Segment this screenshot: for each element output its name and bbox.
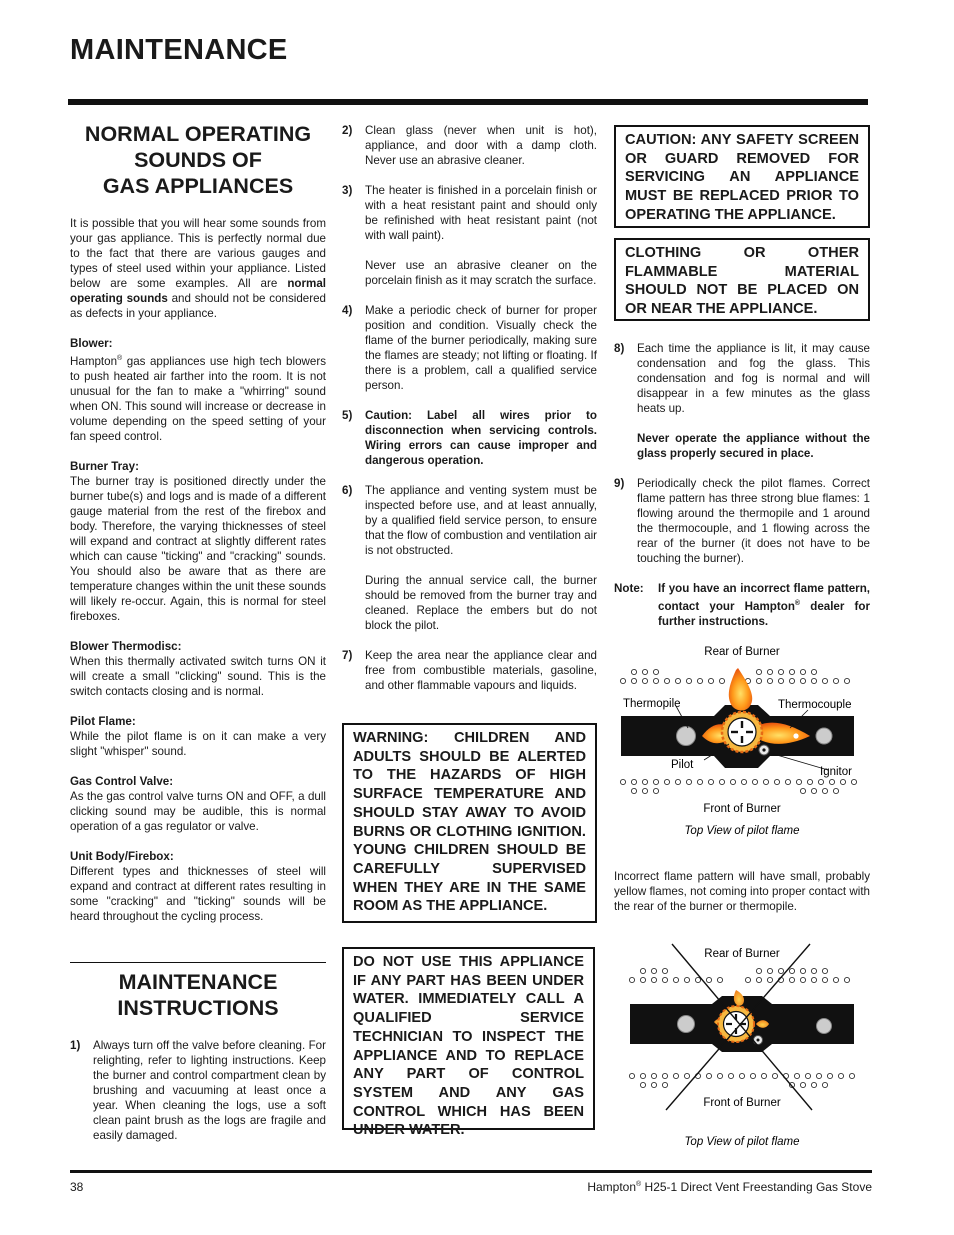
warning-children-box — [342, 723, 597, 923]
sounds-body — [70, 216, 326, 939]
incorrect-flame-diagram — [614, 940, 872, 1150]
instruction-item-3 — [342, 183, 597, 303]
item-text: Clean glass (never when unit is hot), appliance, and door with a damp cloth. Never use an abrasive cleaner. — [365, 124, 597, 167]
label-rear: Rear of Burner — [704, 948, 780, 960]
item-text: Make a periodic check of burner for proper position and condition. Visually check the flame of the burner periodically, making sure the flames are steady; not lifting or floating. If there is a problem, call a qualified service person. — [365, 304, 597, 392]
label-front: Front of Burner — [703, 803, 781, 815]
sound-text — [70, 351, 326, 444]
sound-item-pilot-flame — [70, 714, 326, 759]
label-pilot: Pilot — [671, 759, 694, 771]
warning-text: DO NOT USE THIS APPLIANCE IF ANY PART HAS BEEN UNDER WATER. IMMEDIATELY CALL A QUALIFIED SERVICE TECHNICIAN TO INSPECT THE APPLIANCE AND TO REPLACE ANY PART OF CONTROL SYSTEM AND ANY GAS CONTROL WHICH HAS BEEN UNDER WATER. — [353, 954, 584, 1139]
note-text: dealer for further instructions. — [658, 599, 871, 628]
sound-label: Burner Tray: — [70, 459, 139, 473]
heading-line: INSTRUCTIONS — [117, 996, 279, 1020]
item-number: 6) — [342, 484, 353, 497]
sound-label: Blower: — [70, 337, 113, 350]
section-heading-sounds — [70, 121, 326, 199]
sound-text: Different types and thicknesses of steel will expand and contract at different rates resulting in some "cracking" and "ticking" sounds will be heard throughout the cycling process. — [70, 864, 326, 923]
caution-screen-box — [614, 125, 870, 228]
caution-text: CLOTHING OR OTHER FLAMMABLE MATERIAL SHOULD NOT BE PLACED ON OR NEAR THE APPLIANCE. — [625, 245, 859, 318]
instruction-item-7 — [342, 648, 597, 708]
item-number: 5) — [342, 409, 353, 422]
section-heading-maintenance — [70, 969, 326, 1021]
label-rear: Rear of Burner — [704, 646, 780, 658]
sound-item-burner-tray — [70, 459, 326, 624]
blower-text: gas appliances use high tech blowers to push heated air farther into the room. It is not unusual for the fan to make a "whirring" sound when ON. This sound will increase or decrease in volume depending on the speed setting of your fan speed control. — [70, 354, 326, 443]
intro-emphasis: normal operating sounds — [70, 277, 326, 305]
intro-text: and should not be considered as defects in your appliance. — [70, 292, 326, 320]
note-label: Note: — [614, 582, 644, 595]
warning-water-box — [342, 947, 595, 1139]
item-number: 7) — [342, 649, 353, 662]
instruction-item-2 — [342, 123, 597, 183]
footer-product-title — [587, 1180, 872, 1194]
instruction-item-9 — [614, 476, 870, 581]
instruction-item-8 — [614, 341, 870, 476]
item-text: Keep the area near the appliance clear and free from combustible materials, gasoline, and other flammable vapours and liquids. — [365, 649, 597, 692]
warning-text: WARNING: CHILDREN AND ADULTS SHOULD BE ALERTED TO THE HAZARDS OF HIGH SURFACE TEMPERATURE AND SHOULD STAY AWAY TO AVOID BURNS OR CLOTHING IGNITION. YOUNG CHILDREN SHOULD BE CAREFULLY SUPERVISED WHEN THEY ARE IN THE SAME ROOM AS THE APPLIANCE. — [353, 730, 586, 915]
sound-label: Blower Thermodisc: — [70, 639, 182, 653]
item-text: The appliance and venting system must be inspected before use, and at least annually, by a qualified field service person, to ensure that the flow of combustion and ventilation air is not obstructed. — [365, 484, 598, 557]
page-title: MAINTENANCE — [70, 34, 288, 66]
sound-item-thermodisc — [70, 639, 326, 699]
sound-item-gas-valve — [70, 774, 326, 834]
heading-line: MAINTENANCE — [118, 970, 278, 994]
sound-item-firebox — [70, 849, 326, 924]
sound-text: When this thermally activated switch turns ON it will create a small "clicking" sound. This is the switch contacts closing and is normal. — [70, 654, 326, 698]
label-thermopile: Thermopile — [623, 698, 681, 710]
item-text: Periodically check the pilot flames. Correct flame pattern has three strong blue flames: 1 flowing around the thermopile and 1 around the thermocouple, and 1 flowing across the rear of the burner (it does not have to be touching the burner). — [637, 477, 870, 565]
sound-item-blower — [70, 336, 326, 444]
heading-line: SOUNDS OF — [134, 148, 262, 172]
item-text: Always turn off the valve before cleaning. For relighting, refer to lighting instructions. Keep the burner and control compartment clean by brushing and vacuuming at least once a year. When cleaning the logs, use a soft clean paint brush as the logs are fragile and easily damaged. — [93, 1039, 326, 1142]
item-number: 3) — [342, 184, 353, 197]
label-ignitor: Ignitor — [820, 766, 852, 778]
item-number: 4) — [342, 304, 353, 317]
item-caution-text: Caution: Label all wires prior to disconnection when servicing controls. Wiring errors can cause improper and dangerous operation. — [365, 409, 597, 467]
intro-paragraph — [70, 216, 326, 321]
heading-line: NORMAL OPERATING — [84, 122, 312, 146]
section-divider — [70, 962, 326, 963]
note-text: If you have an incorrect flame pattern, contact your Hampton — [658, 582, 870, 613]
item-number: 1) — [70, 1039, 81, 1052]
caution-text: CAUTION: ANY SAFETY SCREEN OR GUARD REMOVED FOR SERVICING AN APPLIANCE MUST BE REPLACED PRIOR TO OPERATING THE APPLIANCE. — [625, 132, 859, 223]
item-text: During the annual service call, the burner should be removed from the burner tray and cleaned. Replace the embers but do not block the pilot. — [365, 574, 597, 632]
instruction-list-col3 — [614, 341, 870, 629]
correct-flame-diagram — [614, 640, 872, 845]
bottom-divider — [70, 1170, 872, 1173]
instruction-item-6 — [342, 483, 597, 648]
label-front: Front of Burner — [703, 1097, 781, 1109]
registered-mark: ® — [794, 600, 801, 607]
sound-label: Gas Control Valve: — [70, 774, 174, 788]
instruction-item-4 — [342, 303, 597, 408]
diagram-caption: Top View of pilot flame — [684, 825, 800, 837]
label-thermocouple: Thermocouple — [778, 699, 852, 711]
item-number: 2) — [342, 124, 353, 137]
instruction-item-5 — [342, 408, 597, 483]
sound-text: While the pilot flame is on it can make a very slight "whisper" sound. — [70, 729, 326, 758]
diagram-caption: Top View of pilot flame — [684, 1136, 800, 1148]
page-number: 38 — [70, 1180, 84, 1194]
item-number: 9) — [614, 477, 625, 490]
sound-label: Unit Body/Firebox: — [70, 849, 174, 863]
sound-label: Pilot Flame: — [70, 714, 136, 728]
incorrect-pattern-text: Incorrect flame pattern will have small, probably yellow flames, not coming into proper contact with the rear of the burner or thermopile. — [614, 870, 870, 913]
registered-mark: ® — [117, 355, 123, 362]
registered-mark: ® — [636, 1181, 642, 1188]
instruction-item-1 — [70, 1038, 326, 1143]
product-name: H25-1 Direct Vent Freestanding Gas Stove — [641, 1180, 872, 1194]
caution-clothing-box — [614, 238, 870, 321]
top-divider — [68, 99, 868, 105]
sound-text: The burner tray is positioned directly under the burner tube(s) and logs and is made of a different gauge material from the rest of the firebox and body. Therefore, the varying thicknesses of steel will expand and contract at slightly different rates which can cause "ticking" and "cracking" sounds. You should also be aware that as there are temperature changes within the unit these sounds will likely re-occur. Again, this is normal for steel fireboxes. — [70, 474, 326, 623]
item-caution-text: Never operate the appliance without the glass properly secured in place. — [637, 432, 870, 460]
item-text: Each time the appliance is lit, it may cause condensation and fog the glass. This condensation and fog is normal and will disappear in a few minutes as the glass heats up. — [637, 342, 870, 415]
item-number: 8) — [614, 342, 625, 355]
item-text: The heater is finished in a porcelain finish or with a heat resistant paint and should only be refinished with heat resistant paint (not with wall paint). — [365, 184, 597, 242]
sound-text: As the gas control valve turns ON and OFF, a dull clicking sound may be audible, this is normal operation of a gas regulator or valve. — [70, 789, 326, 833]
brand-name: Hampton — [70, 354, 118, 368]
heading-line: GAS APPLIANCES — [102, 174, 294, 198]
item-text: Never use an abrasive cleaner on the porcelain finish as it may scratch the surface. — [365, 259, 597, 287]
note-paragraph — [614, 581, 870, 629]
brand-name: Hampton — [587, 1180, 637, 1194]
instruction-list-col2 — [342, 123, 597, 708]
intro-text: It is possible that you will hear some sounds from your gas appliance. This is perfectly normal due to the fact that there are various gauges and types of steel used within your appliance. Listed below are some examples. All are — [70, 217, 326, 290]
